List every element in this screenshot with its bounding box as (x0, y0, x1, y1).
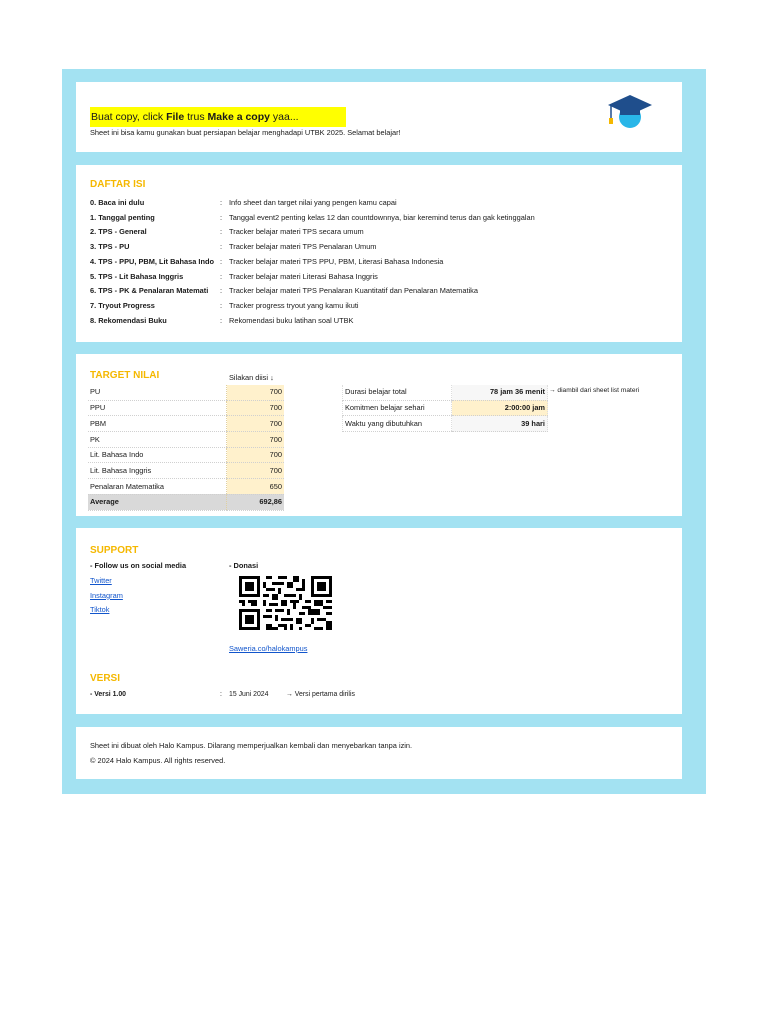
social-link-wrap (90, 603, 109, 618)
target-input[interactable]: 700 (227, 432, 285, 448)
toc-card (76, 165, 682, 342)
social-link-wrap (90, 574, 112, 589)
donate-label: - Donasi (229, 561, 259, 568)
social-label: - Follow us on social media (90, 561, 187, 570)
toc-item: 0. Baca ini dulu : Info sheet dan target nilai yang pengen kamu capai (90, 198, 397, 207)
version-note: → Versi pertama dirilis (286, 691, 355, 698)
versi-title: VERSI (90, 673, 121, 684)
table-row: Lit. Bahasa Inggris 700 (88, 463, 284, 479)
sheet-description: Sheet ini bisa kamu gunakan buat persiapan belajar menghadapi UTBK 2025. Selamat belajar! (90, 128, 401, 137)
support-card (76, 528, 682, 714)
version-label: - Versi 1.00 (90, 691, 127, 698)
banner-make-copy: Make a copy (207, 111, 270, 123)
target-hint: Silakan diisi ↓ (229, 373, 274, 382)
footer-copyright: © 2024 Halo Kampus. All rights reserved. (90, 756, 226, 765)
banner-text: Buat copy, click (91, 111, 167, 123)
table-row: PPU 700 (88, 400, 284, 416)
table-row: Komitmen belajar sehari 2:00:00 jam (343, 400, 548, 416)
duration-table (342, 385, 548, 432)
target-card (76, 354, 682, 516)
toc-item: 6. TPS - PK & Penalaran Matemati : Tracker belajar materi TPS Penalaran Kuantitatif dan Penalaran Matematika (90, 286, 478, 296)
toc-item: 8. Rekomendasi Buku : Rekomendasi buku latihan soal UTBK (90, 315, 354, 325)
toc-item: 3. TPS - PU : Tracker belajar materi TPS Penalaran Umum (90, 242, 377, 252)
toc-item: 7. Tryout Progress : Tracker progress tryout yang kamu ikuti (90, 300, 359, 310)
target-input[interactable]: 700 (227, 400, 285, 416)
version-date: 15 Juni 2024 (229, 691, 269, 698)
table-row: Waktu yang dibutuhkan 39 hari (343, 416, 548, 432)
table-row: Penalaran Matematika 650 (88, 479, 284, 495)
table-row: Lit. Bahasa Indo 700 (88, 447, 284, 463)
table-row: Durasi belajar total 78 jam 36 menit (343, 385, 548, 400)
toc-item: 1. Tanggal penting : Tanggal event2 penting kelas 12 dan countdownnya, biar keremind terus dan gak ketinggalan (90, 212, 535, 222)
footer-card (76, 727, 682, 779)
banner-file: File (166, 111, 185, 123)
social-link-wrap (90, 589, 123, 604)
header-card (76, 82, 682, 152)
duration-note: → diambil dari sheet list materi (549, 387, 640, 394)
average-row: Average 692,86 (88, 494, 284, 510)
commitment-input[interactable]: 2:00:00 jam (452, 400, 548, 416)
qr-code-icon[interactable] (236, 573, 335, 633)
support-title: SUPPORT (90, 545, 139, 556)
toc-title: DAFTAR ISI (90, 179, 146, 190)
banner-text-mid: trus (184, 111, 208, 123)
table-row: PBM 700 (88, 416, 284, 432)
table-row: PU 700 (88, 385, 284, 400)
toc-item: 2. TPS - General : Tracker belajar materi TPS secara umum (90, 227, 364, 237)
target-input[interactable]: 700 (227, 463, 285, 479)
footer-notice: Sheet ini dibuat oleh Halo Kampus. Dilarang memperjualkan kembali dan menyebarkan tanpa izin. (90, 741, 413, 750)
saweria-link[interactable]: Saweria.co/halokampus (229, 644, 308, 653)
target-input[interactable]: 700 (227, 447, 285, 463)
banner-text-post: yaa... (269, 111, 299, 123)
sheet-frame (62, 69, 706, 794)
tiktok-link[interactable]: Tiktok (90, 605, 110, 615)
table-row: PK 700 (88, 432, 284, 448)
target-input[interactable]: 700 (227, 416, 285, 432)
twitter-link[interactable]: Twitter (90, 576, 112, 585)
instagram-link[interactable]: Instagram (90, 590, 123, 600)
graduation-cap-icon (606, 93, 654, 131)
target-table (88, 385, 284, 511)
donate-link-wrap (229, 642, 307, 657)
target-title: TARGET NILAI (90, 370, 160, 381)
toc-item: 4. TPS - PPU, PBM, Lit Bahasa Indo : Tracker belajar materi TPS PPU, PBM, Literasi Bahasa Indonesia (90, 256, 444, 266)
make-copy-banner (90, 107, 346, 127)
toc-item: 5. TPS - Lit Bahasa Inggris : Tracker belajar materi Literasi Bahasa Inggris (90, 271, 378, 281)
target-input[interactable]: 700 (227, 385, 285, 400)
target-input[interactable]: 650 (227, 479, 285, 495)
version-sep: : (220, 691, 222, 698)
